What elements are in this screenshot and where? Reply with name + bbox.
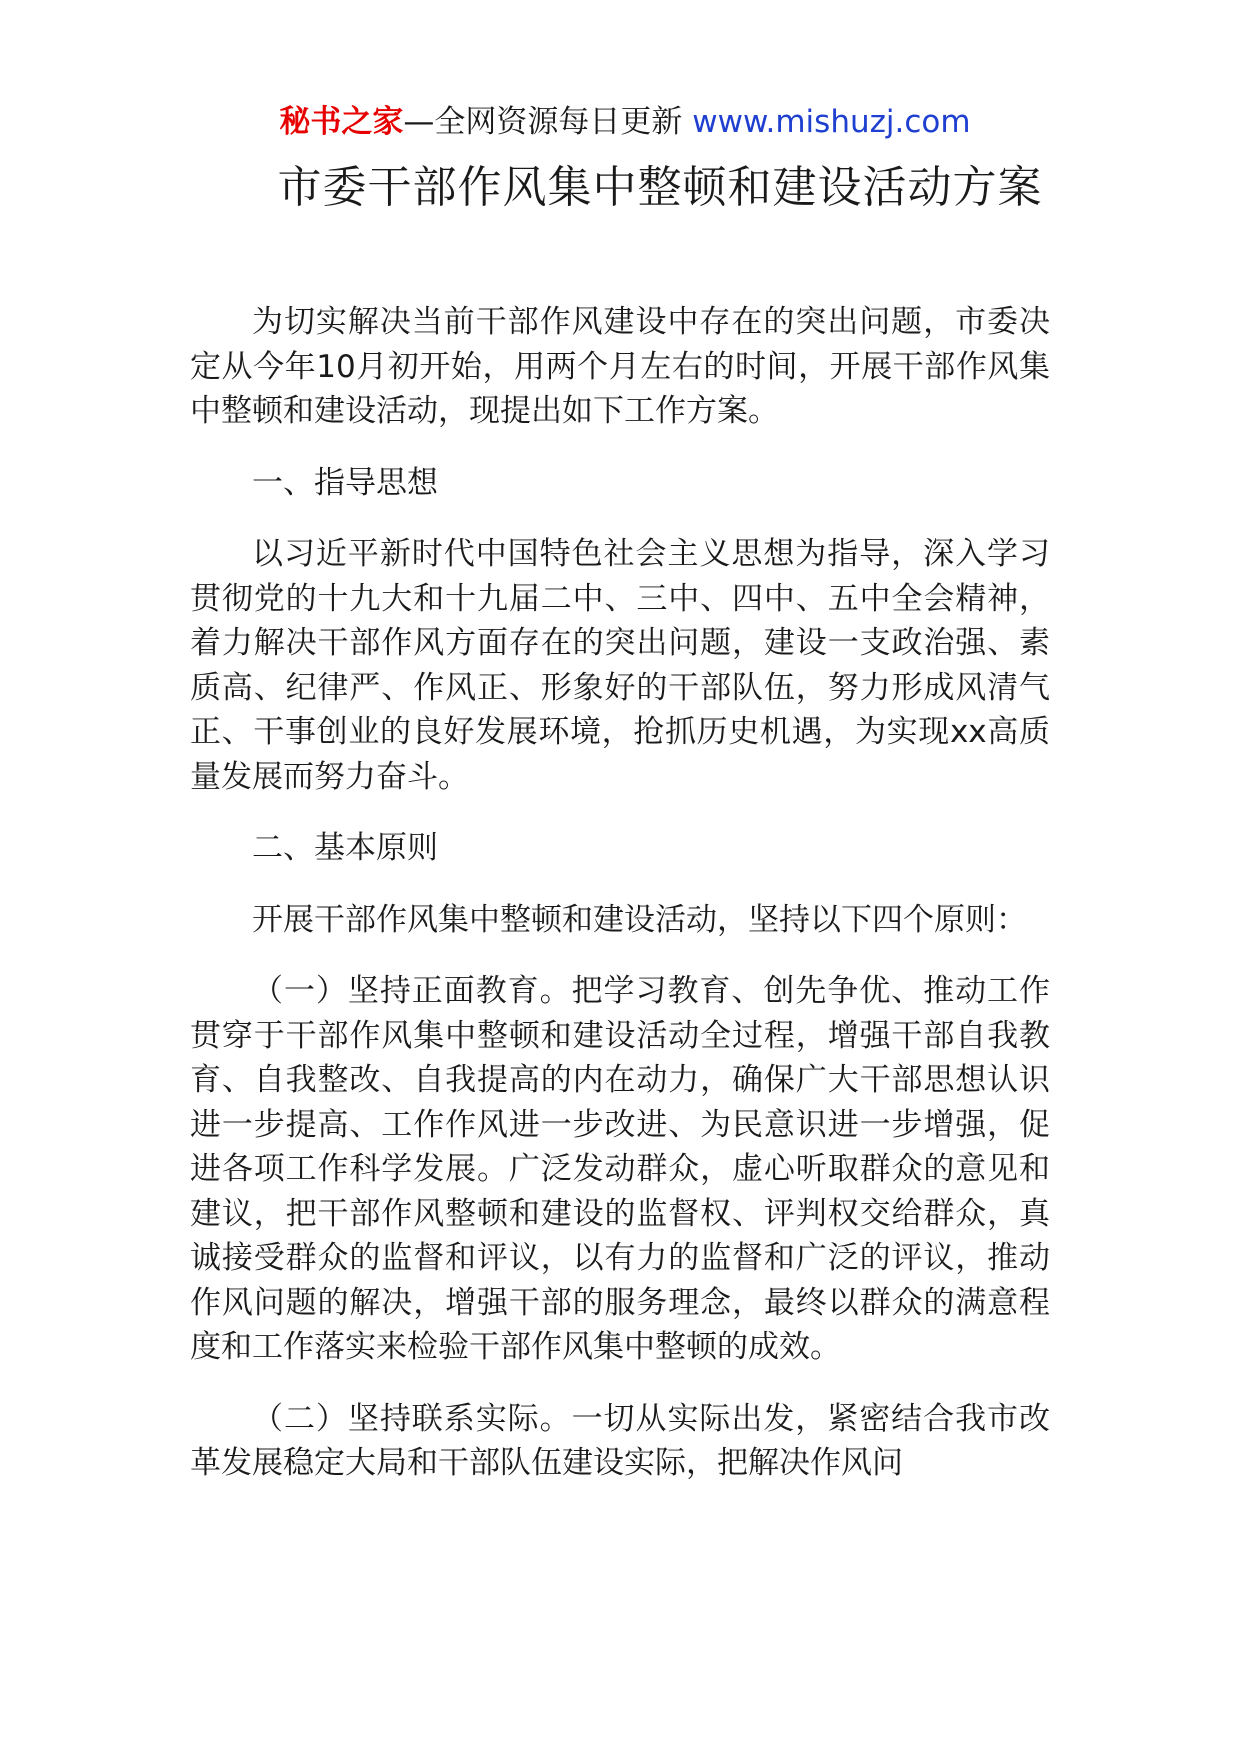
- site-brand: 秘书之家: [279, 104, 404, 140]
- section-heading-basic-principles: 二、基本原则: [252, 830, 438, 866]
- site-header: [0, 102, 1240, 142]
- site-url-link[interactable]: www.mishuzj.com: [692, 104, 971, 140]
- section-heading-guiding-thought: 一、指导思想: [252, 464, 438, 501]
- guiding-thought-paragraph: 以习近平新时代中国特色社会主义思想为指导，深入学习贯彻党的十九大和十九届二中、三中、四中、五中全会精神，着力解决干部作风方面存在的突出问题，建设一支政治强、素质高、纪律严、作风正、形象好的干部队伍，努力形成风清气正、干事创业的良好发展环境，抢抓历史机遇，为实现xx高质量发展而努力奋斗。: [190, 536, 1050, 795]
- principles-intro-paragraph: 开展干部作风集中整顿和建设活动，坚持以下四个原则：: [252, 901, 1027, 938]
- principle-two-paragraph: （二）坚持联系实际。一切从实际出发，紧密结合我市改革发展稳定大局和干部队伍建设实际，把解决作风问: [190, 1400, 1050, 1481]
- document-body: [190, 300, 1050, 1513]
- principle-one-paragraph: （一）坚持正面教育。把学习教育、创先争优、推动工作贯穿于干部作风集中整顿和建设活动全过程，增强干部自我教育、自我整改、自我提高的内在动力，确保广大干部思想认识进一步提高、工作作风进一步改进、为民意识进一步增强，促进各项工作科学发展。广泛发动群众，虚心听取群众的意见和建议，把干部作风整顿和建设的监督权、评判权交给群众，真诚接受群众的监督和评议，以有力的监督和广泛的评议，推动作风问题的解决，增强干部的服务理念，最终以群众的满意程度和工作落实来检验干部作风集中整顿的成效。: [190, 973, 1050, 1365]
- intro-paragraph: 为切实解决当前干部作风建设中存在的突出问题，市委决定从今年10月初开始，用两个月左右的时间，开展干部作风集中整顿和建设活动，现提出如下工作方案。: [190, 304, 1050, 429]
- document-title: 市委干部作风集中整顿和建设活动方案: [277, 162, 1043, 213]
- site-tagline: —全网资源每日更新: [403, 104, 693, 140]
